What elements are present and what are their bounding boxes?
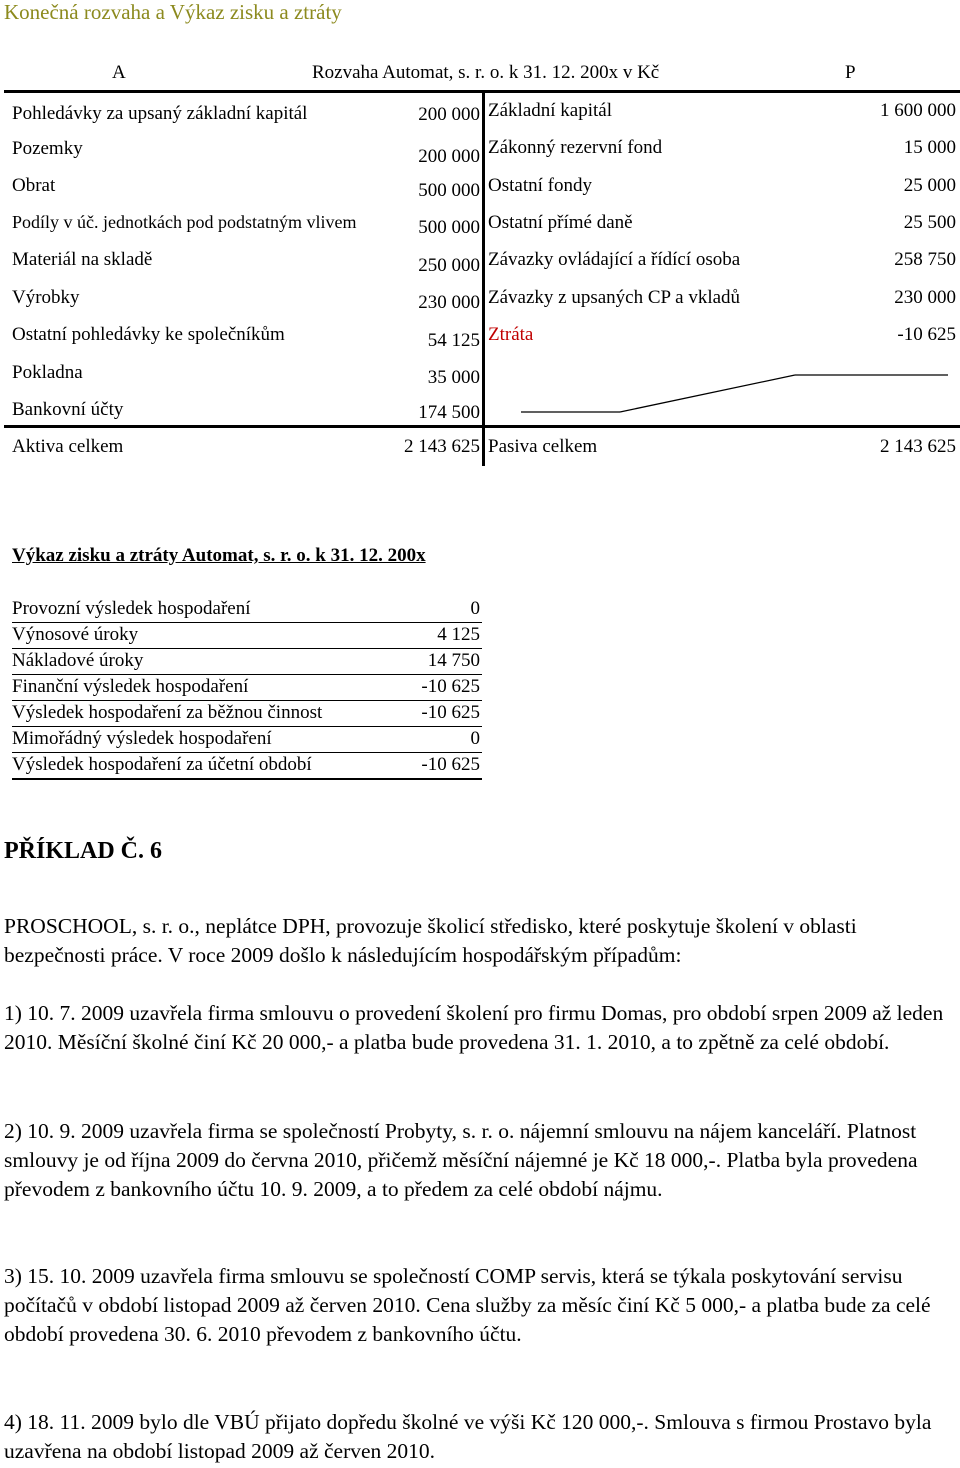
pl-row-label: Mimořádný výsledek hospodaření bbox=[12, 728, 272, 749]
pl-row-value: -10 625 bbox=[421, 676, 480, 697]
liability-label: Závazky ovládající a řídící osoba bbox=[488, 249, 741, 270]
example-item-1: 1) 10. 7. 2009 uzavřela firma smlouvu o provedení školení pro firmu Domas, pro období srpen 2009 až leden 2010. Měsíční školné činí Kč 20 000,- a platba bude provedena 31. 1. 2010, a to zpětně za celé období. bbox=[4, 1001, 944, 1054]
total-liabilities-label: Pasiva celkem bbox=[488, 436, 598, 457]
liability-value: 25 000 bbox=[903, 175, 956, 196]
pl-row-rule bbox=[12, 674, 482, 675]
pl-row-value: 14 750 bbox=[427, 650, 480, 671]
pl-row-value: 4 125 bbox=[437, 624, 480, 645]
asset-label: Obrat bbox=[12, 175, 56, 196]
pl-row-label: Provozní výsledek hospodaření bbox=[12, 598, 251, 619]
balance-header-assets: A bbox=[112, 62, 126, 83]
asset-value: 500 000 bbox=[418, 180, 480, 201]
liability-value-loss: -10 625 bbox=[897, 324, 956, 345]
asset-label: Pohledávky za upsaný základní kapitál bbox=[12, 103, 308, 124]
liability-label-loss: Ztráta bbox=[488, 324, 534, 345]
liability-value: 230 000 bbox=[894, 287, 956, 308]
pl-row-rule bbox=[12, 648, 482, 649]
liability-label: Závazky z upsaných CP a vkladů bbox=[488, 287, 741, 308]
pl-row-value: 0 bbox=[470, 728, 480, 749]
pl-row-label: Výsledek hospodaření za běžnou činnost bbox=[12, 702, 323, 723]
asset-value: 35 000 bbox=[427, 367, 480, 388]
liability-label: Zákonný rezervní fond bbox=[488, 137, 663, 158]
total-liabilities-value: 2 143 625 bbox=[880, 436, 956, 457]
asset-label: Výrobky bbox=[12, 287, 80, 308]
asset-label: Materiál na skladě bbox=[12, 249, 153, 270]
pl-row-rule bbox=[12, 778, 482, 780]
pl-row-rule bbox=[12, 622, 482, 623]
pl-row-label: Nákladové úroky bbox=[12, 650, 144, 671]
total-assets-value: 2 143 625 bbox=[404, 436, 480, 457]
pl-row-value: -10 625 bbox=[421, 754, 480, 775]
example-item-3: 3) 15. 10. 2009 uzavřela firma smlouvu se společností COMP servis, která se týkala poskytování servisu počítačů v období listopad 2009 až červen 2010. Cena služby za měsíc činí Kč 5 000,- a platba bude za celé období provedena 30. 6. 2010 převodem z bankovního účtu. bbox=[4, 1264, 931, 1346]
liability-label: Ostatní fondy bbox=[488, 175, 592, 196]
asset-label: Bankovní účty bbox=[12, 399, 124, 420]
balance-header-title: Rozvaha Automat, s. r. o. k 31. 12. 200x v Kč bbox=[312, 62, 660, 83]
asset-label: Podíly v úč. jednotkách pod podstatným vlivem bbox=[12, 212, 357, 232]
asset-value: 500 000 bbox=[418, 217, 480, 238]
pl-row-label: Finanční výsledek hospodaření bbox=[12, 676, 249, 697]
total-assets-label: Aktiva celkem bbox=[12, 436, 124, 457]
asset-value: 250 000 bbox=[418, 255, 480, 276]
asset-label: Pokladna bbox=[12, 362, 83, 383]
liability-value: 258 750 bbox=[894, 249, 956, 270]
page-title: Konečná rozvaha a Výkaz zisku a ztráty bbox=[4, 0, 342, 24]
pl-row-label: Výnosové úroky bbox=[12, 624, 139, 645]
liability-value: 1 600 000 bbox=[880, 100, 956, 121]
liability-label: Ostatní přímé daně bbox=[488, 212, 633, 233]
example-title: PŘÍKLAD Č. 6 bbox=[4, 838, 163, 864]
asset-label: Ostatní pohledávky ke společníkům bbox=[12, 324, 285, 345]
asset-value: 54 125 bbox=[427, 330, 480, 351]
asset-label: Pozemky bbox=[12, 138, 83, 159]
asset-value: 200 000 bbox=[418, 104, 480, 125]
example-intro: PROSCHOOL, s. r. o., neplátce DPH, provozuje školicí středisko, které poskytuje školení v oblasti bezpečnosti práce. V roce 2009 došlo k následujícím hospodářským případům: bbox=[4, 914, 857, 967]
pl-row-label: Výsledek hospodaření za účetní období bbox=[12, 754, 312, 775]
pl-row-value: -10 625 bbox=[421, 702, 480, 723]
pl-row-rule bbox=[12, 726, 482, 727]
example-item-2: 2) 10. 9. 2009 uzavřela firma se společností Probyty, s. r. o. nájemní smlouvu na nájem kanceláří. Platnost smlouvy je od října 2009 do června 2010, přičemž měsíční nájemné je Kč 18 000,-. Platba byla provedena převodem z bankovního účtu 10. 9. 2009, a to předem za celé období nájmu. bbox=[4, 1119, 918, 1201]
liability-label: Základní kapitál bbox=[488, 100, 612, 121]
pl-row-rule bbox=[12, 752, 482, 753]
asset-value: 230 000 bbox=[418, 292, 480, 313]
asset-value: 174 500 bbox=[418, 402, 480, 423]
pl-title: Výkaz zisku a ztráty Automat, s. r. o. k 31. 12. 200x bbox=[12, 545, 426, 566]
example-item-4: 4) 18. 11. 2009 bylo dle VBÚ přijato dopředu školné ve výši Kč 120 000,-. Smlouva s firmou Prostavo byla uzavřena na období listopad 2009 až červen 2010. bbox=[4, 1410, 932, 1463]
empty-space-zline bbox=[0, 0, 960, 470]
liability-value: 25 500 bbox=[903, 212, 956, 233]
zline-diagonal bbox=[620, 375, 795, 412]
asset-value: 200 000 bbox=[418, 146, 480, 167]
balance-header-liabilities: P bbox=[845, 62, 856, 83]
liability-value: 15 000 bbox=[903, 137, 956, 158]
pl-row-value: 0 bbox=[470, 598, 480, 619]
pl-row-rule bbox=[12, 700, 482, 701]
